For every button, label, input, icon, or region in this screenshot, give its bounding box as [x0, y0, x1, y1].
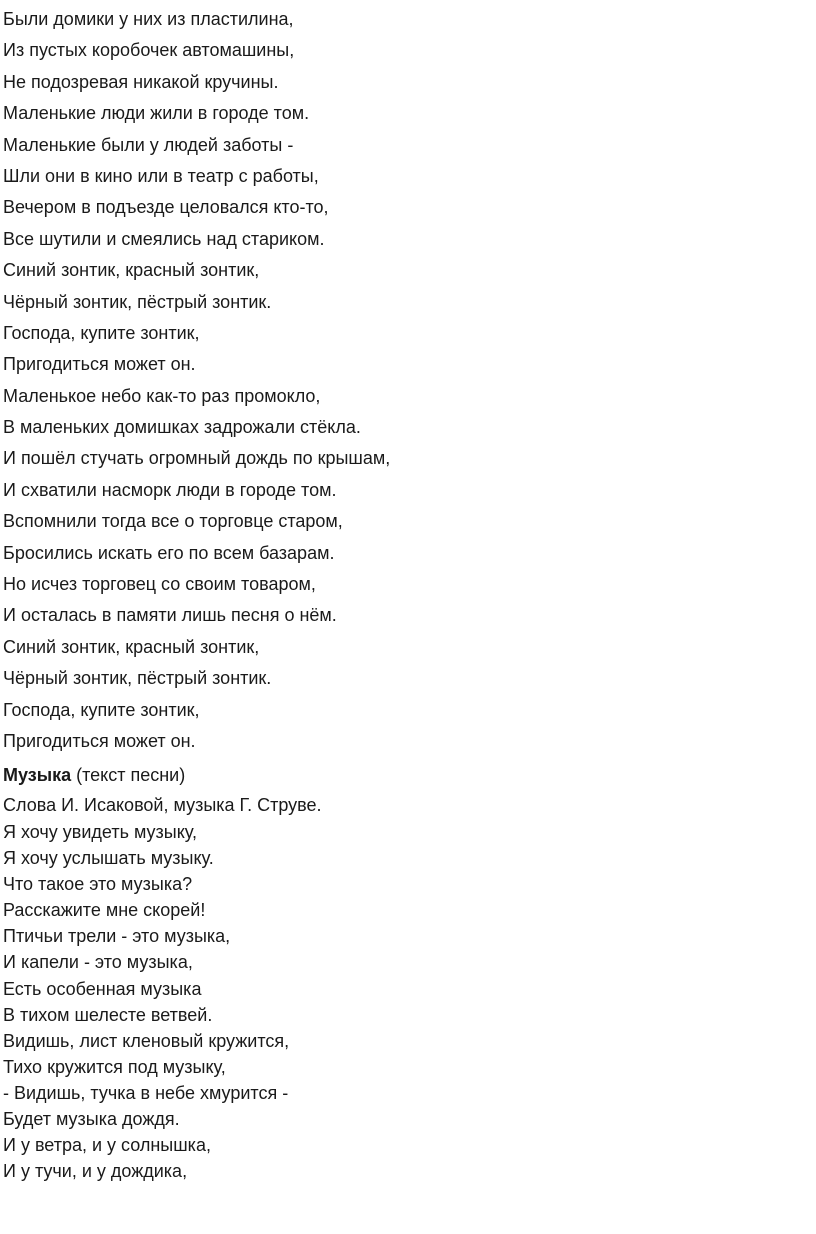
- lyric-line: Маленькое небо как-то раз промокло,: [3, 385, 321, 406]
- lyric-line: Из пустых коробочек автомашины,: [3, 40, 295, 61]
- lyric-line: Шли они в кино или в театр с работы,: [3, 165, 319, 186]
- lyric-line: В тихом шелесте ветвей.: [3, 1004, 213, 1025]
- song-title-note: (текст песни): [71, 765, 186, 785]
- lyric-line: Расскажите мне скорей!: [3, 900, 206, 921]
- lyric-line: И у тучи, и у дождика,: [3, 1161, 188, 1182]
- lyric-line: Есть особенная музыка: [3, 978, 202, 999]
- lyric-line: Пригодиться может он.: [3, 730, 196, 751]
- lyric-line: Будет музыка дождя.: [3, 1109, 180, 1130]
- lyric-line: Все шутили и смеялись над стариком.: [3, 228, 325, 249]
- lyric-line: Вечером в подъезде целовался кто-то,: [3, 197, 329, 218]
- lyric-line: Пригодиться может он.: [3, 354, 196, 375]
- lyric-line: Видишь, лист кленовый кружится,: [3, 1030, 290, 1051]
- lyric-line: Чёрный зонтик, пёстрый зонтик.: [3, 291, 272, 312]
- song-lyrics-umbrella: [3, 4, 390, 757]
- lyric-line: И капели - это музыка,: [3, 952, 193, 973]
- lyric-line: Бросились искать его по всем базарам.: [3, 542, 335, 563]
- lyric-line: Маленькие были у людей заботы -: [3, 134, 294, 155]
- lyric-line: И схватили насморк люди в городе том.: [3, 479, 337, 500]
- lyric-line: Тихо кружится под музыку,: [3, 1056, 226, 1077]
- lyric-line: И пошёл стучать огромный дождь по крышам,: [3, 448, 391, 469]
- lyric-line: Маленькие люди жили в городе том.: [3, 103, 310, 124]
- lyric-line: Что такое это музыка?: [3, 874, 193, 895]
- lyric-line: Синий зонтик, красный зонтик,: [3, 636, 260, 657]
- lyric-line: Птичьи трели - это музыка,: [3, 926, 231, 947]
- lyric-line: Вспомнили тогда все о торговце старом,: [3, 511, 343, 532]
- lyric-line: Синий зонтик, красный зонтик,: [3, 260, 260, 281]
- lyric-line: Господа, купите зонтик,: [3, 699, 200, 720]
- lyric-line: Но исчез торговец со своим товаром,: [3, 574, 316, 595]
- lyric-line: Господа, купите зонтик,: [3, 322, 200, 343]
- lyric-line: Я хочу услышать музыку.: [3, 848, 214, 869]
- lyric-line: Я хочу увидеть музыку,: [3, 822, 197, 842]
- lyric-line: В маленьких домишках задрожали стёкла.: [3, 417, 361, 438]
- song-title: Музыка: [3, 765, 72, 785]
- lyric-line: Были домики у них из пластилина,: [3, 9, 294, 29]
- lyric-line: Не подозревая никакой кручины.: [3, 71, 279, 92]
- lyric-line: И у ветра, и у солнышка,: [3, 1135, 211, 1156]
- song-credit: Слова И. Исаковой, музыка Г. Струве.: [3, 795, 322, 815]
- song-heading: [3, 760, 185, 791]
- lyric-line: Чёрный зонтик, пёстрый зонтик.: [3, 668, 272, 689]
- song-lyrics-music: [3, 791, 322, 1184]
- lyric-line: И осталась в памяти лишь песня о нём.: [3, 605, 337, 626]
- lyric-line: - Видишь, тучка в небе хмурится -: [3, 1082, 289, 1103]
